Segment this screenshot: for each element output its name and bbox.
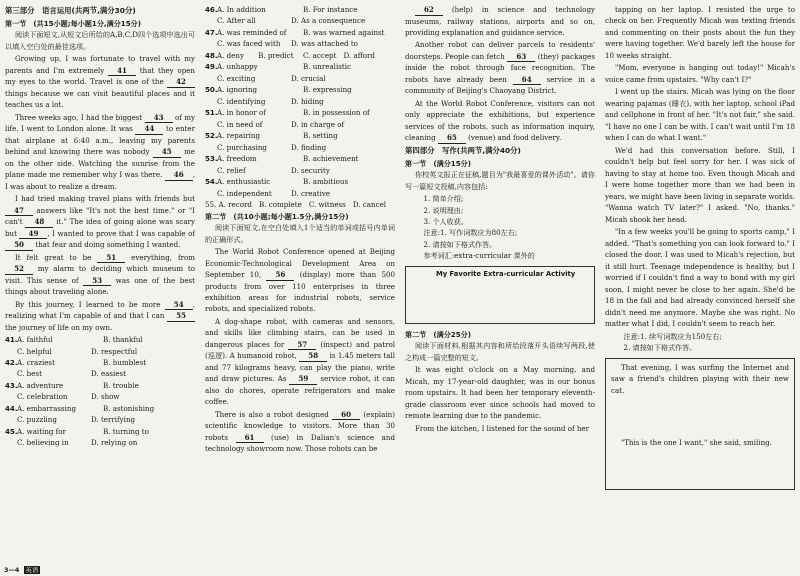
grammar-paragraph: 62 (help) in science and technology museums, railway stations, airports and so on, providing explanation and guidance service.: [405, 5, 595, 37]
option-b[interactable]: D. show: [91, 392, 120, 402]
option-b[interactable]: D. crucial: [291, 73, 326, 83]
option-a[interactable]: A. repairing: [217, 131, 261, 141]
option-row: [205, 96, 395, 107]
option-row: [205, 107, 395, 118]
option-b[interactable]: B. setting: [303, 131, 338, 141]
blank-44[interactable]: 44: [135, 125, 163, 135]
blank-59[interactable]: 59: [289, 375, 317, 385]
option-a[interactable]: C. purchasing: [217, 142, 267, 152]
grammar-passage: [205, 246, 395, 455]
blank-53[interactable]: 53: [83, 277, 111, 287]
option-a[interactable]: C. relief: [217, 165, 246, 175]
option-a[interactable]: C. exciting: [217, 73, 256, 83]
option-row: [205, 153, 395, 164]
blank-54[interactable]: 54: [165, 301, 193, 311]
option-b[interactable]: B. in possession of: [303, 108, 370, 118]
blank-60[interactable]: 60: [332, 411, 360, 421]
column-2: [200, 4, 400, 576]
story-paragraph: tapping on her laptop. I resisted the urge to check on her. Frequently Micah was texting friends and commenting on their posts about the fun they were having together. We'd barely left the house for 10 weeks straight.: [605, 5, 795, 60]
writing-notes: [405, 227, 595, 250]
option-a[interactable]: C. best: [17, 369, 42, 379]
story-passage: [405, 364, 595, 434]
option-row: [205, 130, 395, 141]
story-paragraph: It was eight o'clock on a May morning, and Micah, my 17-year-old daughter, was in our bonus room upstairs. It had been her temporary eleventh-grade classroom ever since schools had moved to remote learning due to the pandemic.: [405, 365, 595, 421]
continuation-space-1: [606, 397, 794, 437]
option-row: [5, 334, 195, 345]
writing-note: 注意:1. 写作词数应为80左右;: [423, 228, 518, 238]
writing-section1-title: 第一节 (满分15分): [405, 158, 472, 168]
continuation-opener-2: "This is the one I want," she said, smiling.: [620, 437, 772, 447]
part3-title: 第三部分 语言运用(共两节,满分30分): [5, 6, 136, 15]
blank-55[interactable]: 55: [167, 312, 195, 322]
option-row: [205, 73, 395, 84]
essay-writing-space: [406, 278, 594, 323]
blank-43[interactable]: 43: [145, 114, 173, 124]
blank-48[interactable]: 48: [25, 218, 53, 228]
blank-65[interactable]: 65: [438, 134, 466, 144]
cloze-paragraph: It felt great to be 51 everything, from 52 my alarm to deciding which museum to visit. This sense of 53 was one of the best things about traveling alone.: [5, 252, 196, 297]
cloze-paragraph: I had tried making travel plans with friends but 47 answers like "It's not the best time." or "I can't 48 it." The idea of going alone was scary but 49 , I wanted to prove that I was capable of 50 that fear and doing something I wanted.: [5, 194, 196, 250]
writing-content-item: 2. 说明理由;: [423, 205, 464, 215]
option-a[interactable]: A. enthusiastic: [217, 177, 271, 187]
option-row-55: [205, 199, 395, 210]
question-number: 48.: [205, 50, 218, 60]
cloze-passage: [5, 53, 195, 333]
blank-49[interactable]: 49: [19, 230, 47, 240]
grammar-paragraph: At the World Robot Conference, visitors can not only appreciate the exhibitions, but experience services of the robots, such as information inquiry, cleaning 65 (venue) and food delivery.: [405, 98, 595, 143]
option-b[interactable]: D. As a consequence: [291, 16, 366, 26]
question-number: 53.: [205, 154, 218, 164]
option-b[interactable]: D. security: [291, 165, 330, 175]
question-number: 51.: [205, 108, 218, 118]
page-footer: [4, 565, 40, 574]
question-number: 41.: [5, 335, 18, 345]
grammar-section-title: 第二节 (共10小题;每小题1.5分,满分15分): [205, 211, 349, 221]
option-row: [205, 61, 395, 72]
continuation-space-2: [606, 449, 794, 489]
question-number: 42.: [5, 357, 18, 367]
option-b[interactable]: D. relying on: [91, 438, 138, 448]
option-row: [5, 426, 195, 437]
option-a[interactable]: C. puzzling: [17, 415, 57, 425]
option-a[interactable]: A. embarrassing: [17, 403, 76, 413]
grammar-paragraph: A dog-shape robot, with cameras and sensors, and skills like climbing stairs, can be used in dangerous places for 57 (inspect) and patrol (巡逻). A humanoid robot, 58 is 1.45 meters tall and 77 kilograms heavy, can play the piano, write and draw pictures. As 59 service robot, it can also do chores, operate refrigerators and make coffee.: [205, 316, 395, 407]
option-a[interactable]: C. identifying: [217, 96, 266, 106]
blank-50[interactable]: 50: [5, 241, 33, 251]
continuation-opener-1: That evening, I was surfing the Internet and saw a friend's children playing with their new cat.: [611, 362, 789, 395]
blank-56[interactable]: 56: [266, 271, 294, 281]
grammar-paragraph: There is also a robot designed 60 (explain) scientific knowledge to visitors. More than 30 robots 61 (use) in Dalian's science and technology showroom now. Those robots can be: [205, 409, 395, 454]
column-1: [0, 4, 200, 576]
question-number: 46.: [205, 5, 218, 14]
option-row: [5, 391, 195, 402]
cloze-instruction: 阅读下面短文,从短文后所给的A,B,C,D四个选项中选出可以填入空白处的最佳选项。: [5, 30, 195, 51]
question-number: 49.: [205, 62, 218, 72]
column-3: [400, 4, 600, 576]
option-b[interactable]: D. easiest: [91, 369, 126, 379]
blank-63[interactable]: 63: [507, 53, 535, 63]
option-row: [5, 357, 195, 368]
story-paragraph: I went up the stairs. Micah was lying on the floor wearing pajamas (睡衣), with her laptop, school iPad and cellphone in front of her. "It's not fair," she said. "I have no one I can be with. I can't wait until I'm 18 when I can do what I want.": [605, 87, 795, 143]
writing-content-list: [405, 193, 595, 227]
blank-57[interactable]: 57: [288, 341, 316, 351]
page-number: 3—4: [4, 566, 20, 574]
option-row: [205, 4, 395, 15]
option-a[interactable]: A. faithful: [17, 335, 53, 345]
story-passage-continued: [605, 4, 795, 330]
question-number: 45.: [5, 426, 18, 436]
writing-section2-title: 第二节 (满分25分): [405, 329, 472, 339]
option-a[interactable]: A. adventure: [17, 380, 64, 390]
blank-58[interactable]: 58: [299, 352, 327, 362]
question-number: 43.: [5, 380, 18, 390]
cloze-paragraph: Three weeks ago, I had the biggest 43 of my life. I went to London alone. It was 44 to enter that airplane at 6:40 a.m., leaving my parents behind and knowing there was nobody 45 me on the other side. Watching the sunrise from the plane made me remember why I was there. 46 , I was about to realize a dream.: [5, 112, 196, 191]
option-row: [205, 38, 395, 49]
option-b[interactable]: D. hiding: [291, 96, 324, 106]
subject-tag: 英语: [25, 566, 39, 574]
option-b[interactable]: D. terrifying: [91, 415, 136, 425]
option-b[interactable]: B. trouble: [103, 380, 139, 390]
blank-45[interactable]: 45: [153, 148, 181, 158]
blank-46[interactable]: 46: [165, 171, 193, 181]
part4-title: 第四部分 写作(共两节,满分40分): [405, 145, 521, 155]
question-number: 50.: [205, 85, 218, 95]
option-b[interactable]: B. For instance: [303, 5, 358, 14]
option-row: [205, 165, 395, 176]
option-a[interactable]: C. was faced with: [217, 39, 281, 49]
option-row: [205, 27, 395, 38]
story-paragraph: We'd had this conversation before. Still, I couldn't help but feel sorry for her. I was sick of having to stay at home too. Even though Micah and I were home together more than we had been in years, we might have been living in separate worlds. "Wanna watch TV later?" I asked. "No, thanks." Micah shook her head.: [605, 145, 795, 224]
question-number: 47.: [205, 27, 218, 37]
option-row: [205, 84, 395, 95]
option-a[interactable]: A. ignoring: [217, 85, 258, 95]
option-row: [205, 119, 395, 130]
blank-47[interactable]: 47: [5, 207, 33, 217]
blank-64[interactable]: 64: [513, 76, 541, 86]
essay-box-title: My Favorite Extra-curricular Activity: [436, 269, 576, 278]
blank-52[interactable]: 52: [5, 265, 33, 275]
cloze-options-41-45: [5, 334, 195, 449]
option-b[interactable]: B. was warned against: [303, 27, 385, 37]
option-a[interactable]: A. waiting for: [17, 426, 66, 436]
cloze-section-title: 第一节 (共15小题;每小题1分,满分15分): [5, 18, 142, 28]
option-b[interactable]: D. finding: [291, 142, 327, 152]
option-a[interactable]: C. independent: [217, 188, 272, 198]
writing-note: 2. 请按如下格式作答。: [423, 239, 497, 249]
option-b[interactable]: B. turning to: [103, 426, 149, 436]
continuation-note: 注意:1. 续写词数应为150左右;: [623, 331, 722, 341]
option-b[interactable]: B. astonishing: [103, 403, 155, 413]
option-b[interactable]: D. was attached to: [291, 39, 358, 49]
story-paragraph: "In a few weeks you'll be going to sports camp," I added. "That's something you can look forward to." I closed the door. I was used to Micah's rejection, but it still hurt. Teenage independence is healthy, but I worried if I couldn't find a way to bond with my girl soon, I might never be close to her again. She'd be 18 in the fall and had already convinced herself she didn't need me anymore. Maybe she was right. No matter what I did, I couldn't seem to reach her.: [605, 227, 795, 329]
option-b[interactable]: D. respectful: [91, 346, 138, 356]
option-a[interactable]: C. believing in: [17, 438, 69, 448]
continuation-instruction: 阅读下面材料,根据其内容和所给段落开头语续写两段,使之构成一篇完整的短文。: [405, 341, 595, 362]
option-row: [5, 368, 195, 379]
grammar-instruction: 阅读下面短文,在空白处填入1个适当的单词或括号内单词的正确形式。: [205, 223, 395, 244]
blank-62[interactable]: 62: [415, 6, 443, 16]
writing-content-item: 1. 简单介绍;: [423, 194, 464, 204]
option-b[interactable]: C. accept D. afford: [303, 50, 375, 60]
option-a[interactable]: A. freedom: [217, 154, 257, 164]
option-row-55-text: 55. A. record B. complete C. witness D. cancel: [205, 200, 387, 210]
continuation-answer-box: [605, 358, 795, 491]
option-a[interactable]: A. deny B. predict: [217, 50, 294, 60]
option-b[interactable]: B. humblest: [103, 357, 147, 367]
continuation-note: 2. 请按如下格式作答。: [623, 343, 697, 353]
option-b[interactable]: D. in charge of: [291, 119, 345, 129]
cloze-paragraph: Growing up, I was fortunate to travel with my parents and I'm extremely 41 that they open my eyes to the world. Travel is one of the 42 things because we can visit beautiful places and it teaches us a lot.: [5, 54, 195, 110]
option-row: [205, 188, 395, 199]
option-a[interactable]: A. In addition: [217, 5, 266, 14]
question-number: 52.: [205, 131, 218, 141]
cloze-paragraph: By this journey, I learned to be more 54 , realizing what I'm capable of and that I can 55 the journey of life on my own.: [5, 299, 195, 332]
option-row: [5, 403, 195, 414]
grammar-passage-continued: [405, 4, 595, 144]
column-4: [600, 4, 800, 576]
option-a[interactable]: A. craziest: [17, 357, 55, 367]
option-row: [5, 380, 195, 391]
blank-42[interactable]: 42: [167, 78, 195, 88]
option-a[interactable]: C. After all: [217, 16, 256, 26]
option-row: [5, 437, 195, 448]
option-b[interactable]: D. creative: [291, 188, 331, 198]
question-number: 54.: [205, 177, 218, 187]
blank-41[interactable]: 41: [108, 67, 136, 77]
continuation-notes: [605, 331, 795, 354]
story-paragraph: "Mom, everyone is hanging out today!" Micah's voice came from upstairs. "Why can't I?": [605, 63, 795, 84]
option-a[interactable]: C. celebration: [17, 392, 68, 402]
option-row: [5, 414, 195, 425]
option-a[interactable]: C. in need of: [217, 119, 263, 129]
reference-vocabulary: 参考词汇:extra-curricular 课外的: [423, 251, 535, 261]
option-row: [205, 50, 395, 61]
option-b[interactable]: B. ambitious: [303, 177, 349, 187]
option-row: [205, 142, 395, 153]
blank-51[interactable]: 51: [97, 254, 125, 264]
question-number: 44.: [5, 403, 18, 413]
option-b[interactable]: B. achievement: [303, 154, 359, 164]
option-a[interactable]: A. was reminded of: [217, 27, 287, 37]
option-a[interactable]: C. helpful: [17, 346, 52, 356]
essay-answer-box: [405, 266, 595, 324]
writing-content-item: 3. 个人收获。: [423, 217, 468, 226]
option-row: [205, 176, 395, 187]
option-row: [5, 346, 195, 357]
grammar-paragraph: The World Robot Conference opened at Beijing Economic-Technological Development Area on September 10, 56 (display) more than 500 products from over 110 enterprises in three exhibition areas for industrial robots, service robots, and specialized robots.: [205, 247, 395, 314]
option-b[interactable]: B. expressing: [303, 85, 352, 95]
writing-instruction: 你校英文报正在征稿,题目为"我最喜爱的课外活动"。请你写一篇短文投稿,内容包括:: [405, 170, 595, 191]
option-b[interactable]: B. thankful: [103, 335, 143, 345]
option-a[interactable]: A. unhappy: [217, 62, 258, 72]
option-row: [205, 15, 395, 26]
story-paragraph: From the kitchen, I listened for the sound of her: [414, 423, 590, 433]
option-b[interactable]: B. unrealistic: [303, 62, 351, 72]
cloze-options-46-54: [205, 4, 395, 199]
blank-61[interactable]: 61: [236, 434, 264, 444]
option-a[interactable]: A. in honor of: [217, 108, 266, 118]
grammar-paragraph: Another robot can deliver parcels to residents' doorsteps. People can fetch 63 (they) packages inside the robot through face recognition. The robots have already been 64 service in a community of Beijing's Chaoyang District.: [405, 40, 595, 96]
